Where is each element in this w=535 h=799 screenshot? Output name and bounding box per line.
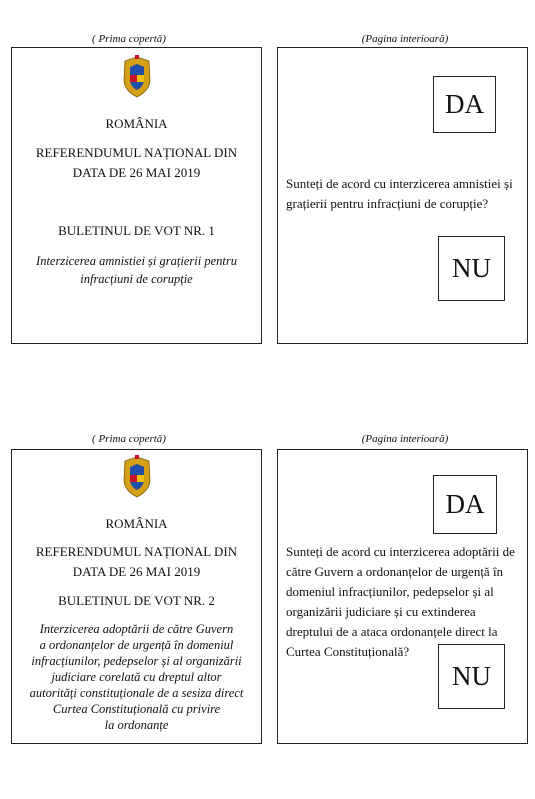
question-line: Curtea Constituțională? [286, 644, 410, 659]
ballot-subject-line: infracțiunilor, pedepselor și al organizării [31, 654, 242, 668]
ballot-subject-line: autorități constituționale de a sesiza direct [29, 686, 244, 700]
question-text [286, 174, 524, 214]
question-line: domeniul infracțiunilor, pedepselor și al [286, 584, 494, 599]
inside-caption-2: (Pagina interioară) [361, 433, 449, 445]
country-name: ROMÂNIA [105, 116, 168, 131]
cover-caption-2: ( Prima copertă) [92, 433, 166, 445]
coat-of-arms-icon [121, 455, 153, 499]
ballot-subject-line: Curtea Constituțională cu privire [52, 702, 221, 716]
question-line: Sunteți de acord cu interzicerea amnistiei și [286, 176, 513, 191]
ballot-subject-line: judiciare corelată cu dreptul altor [51, 670, 222, 684]
referendum-title-line-1: REFERENDUMUL NAȚIONAL DIN [35, 145, 238, 160]
ballot-2-inside [277, 449, 528, 744]
referendum-title-line-2: DATA DE 26 MAI 2019 [72, 165, 201, 180]
ballot-subject-line: Interzicerea adoptării de către Guvern [39, 622, 234, 636]
ballot-number: BULETINUL DE VOT NR. 1 [58, 223, 215, 238]
cover-caption-1: ( Prima copertă) [92, 33, 166, 45]
ballot-1-inside [277, 47, 528, 344]
question-line: dreptului de a ataca ordonanțele direct la [286, 624, 498, 639]
ballot-subject-line: infracțiuni de corupție [80, 272, 193, 286]
no-box[interactable]: NU [438, 236, 505, 301]
inside-caption-1: (Pagina interioară) [361, 33, 449, 45]
ballot-subject-line: Interzicerea amnistiei și grațierii pentru [36, 254, 237, 268]
ballot-2-cover [11, 449, 262, 744]
question-line: către Guvern a ordonanțelor de urgență în [286, 564, 504, 579]
no-box[interactable]: NU [438, 644, 505, 709]
ballot-subject-line: la ordonanțe [104, 718, 169, 732]
referendum-title-line-1: REFERENDUMUL NAȚIONAL DIN [35, 544, 238, 559]
question-line: grațierii pentru infracțiuni de corupție? [286, 196, 489, 211]
coat-of-arms-icon [121, 55, 153, 99]
question-line: Sunteți de acord cu interzicerea adoptării de [286, 544, 515, 559]
country-name: ROMÂNIA [105, 516, 168, 531]
yes-box[interactable]: DA [433, 475, 497, 534]
question-line: organizării judiciare și cu extinderea [286, 604, 476, 619]
referendum-title-line-2: DATA DE 26 MAI 2019 [72, 564, 201, 579]
ballot-1-cover [11, 47, 262, 344]
yes-box[interactable]: DA [433, 76, 496, 133]
ballot-number: BULETINUL DE VOT NR. 2 [58, 593, 215, 608]
ballot-subject-line: a ordonanțelor de urgență în domeniul [39, 638, 234, 652]
